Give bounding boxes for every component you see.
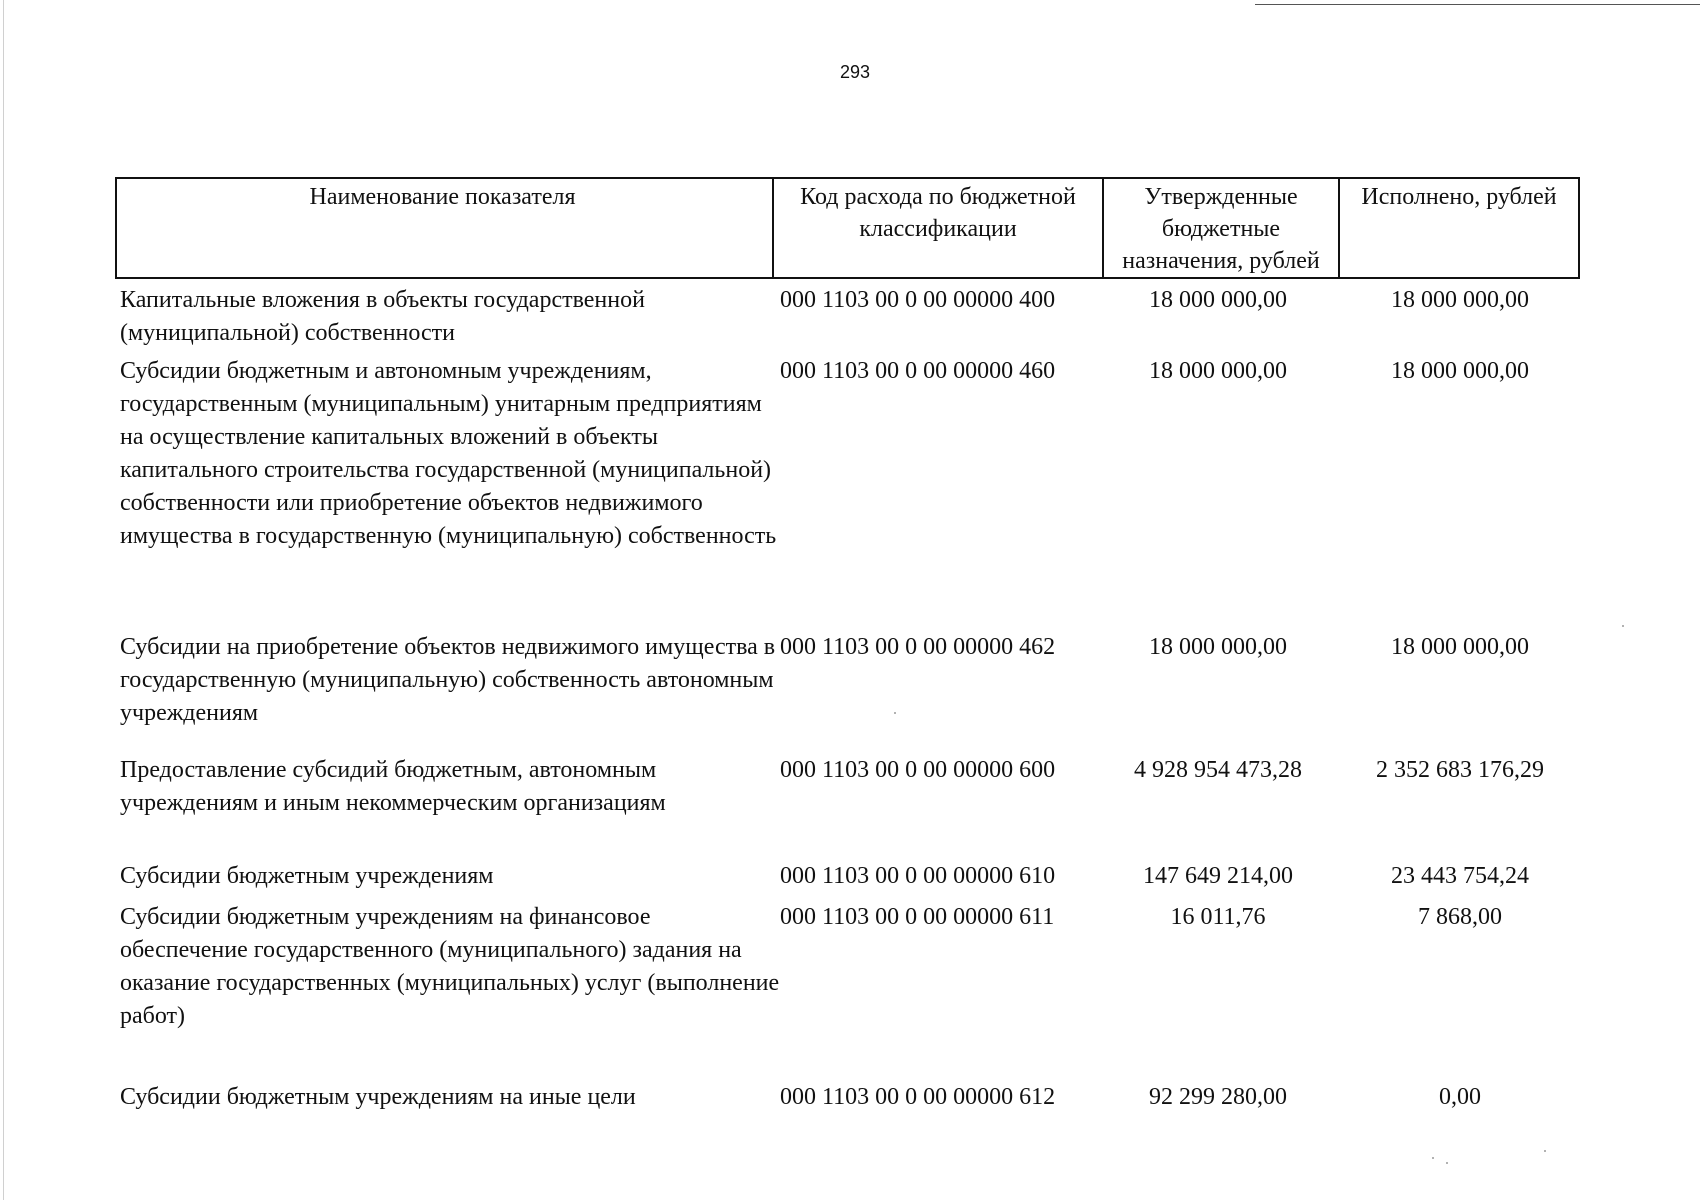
row-executed: 2 352 683 176,29 — [1376, 757, 1544, 783]
scan-speck — [1622, 625, 1624, 627]
table-header — [115, 177, 1580, 279]
scan-edge-left — [3, 0, 4, 1200]
row-approved: 18 000 000,00 — [1149, 634, 1287, 660]
row-code: 000 1103 00 0 00 00000 610 — [780, 863, 1056, 889]
row-executed: 18 000 000,00 — [1391, 358, 1529, 384]
column-header-approved: Утвержденные бюджетные назначения, рублей — [1103, 178, 1339, 278]
row-code: 000 1103 00 0 00 00000 400 — [780, 287, 1056, 313]
row-approved: 4 928 954 473,28 — [1134, 757, 1302, 783]
row-code: 000 1103 00 0 00 00000 611 — [780, 904, 1055, 930]
row-executed: 0,00 — [1439, 1084, 1481, 1110]
scan-speck — [1432, 1157, 1434, 1159]
row-name: Субсидии на приобретение объектов недвижимого имущества в государственную (муниципальную) собственность автономным учреждениям — [120, 634, 776, 726]
scan-speck — [894, 712, 896, 714]
row-executed: 18 000 000,00 — [1391, 287, 1529, 313]
row-executed: 23 443 754,24 — [1391, 863, 1529, 889]
row-code: 000 1103 00 0 00 00000 612 — [780, 1084, 1056, 1110]
column-header-executed: Исполнено, рублей — [1339, 178, 1579, 278]
row-approved: 147 649 214,00 — [1143, 863, 1293, 889]
row-approved: 18 000 000,00 — [1149, 358, 1287, 384]
row-code: 000 1103 00 0 00 00000 462 — [780, 634, 1056, 660]
page-number: 293 — [839, 62, 871, 82]
row-code: 000 1103 00 0 00 00000 600 — [780, 757, 1056, 783]
row-name: Субсидии бюджетным и автономным учреждениям, государственным (муниципальным) унитарным предприятиям на осуществление капитальных вложений в объекты капитального строительства государственной (муниципальной) собственности или приобретение объектов недвижимого имущества в государственную (муниципальную) собственность — [120, 358, 777, 549]
row-name: Предоставление субсидий бюджетным, автономным учреждениям и иным некоммерческим организациям — [120, 757, 666, 816]
row-name: Капитальные вложения в объекты государственной (муниципальной) собственности — [120, 287, 645, 346]
scan-edge-top — [1255, 4, 1700, 5]
row-approved: 16 011,76 — [1170, 904, 1266, 930]
row-approved: 92 299 280,00 — [1149, 1084, 1287, 1110]
row-executed: 18 000 000,00 — [1391, 634, 1529, 660]
scan-speck — [1544, 1150, 1546, 1152]
row-name: Субсидии бюджетным учреждениям на иные цели — [120, 1084, 636, 1110]
scan-speck — [1446, 1162, 1448, 1164]
row-name: Субсидии бюджетным учреждениям — [120, 863, 494, 889]
row-code: 000 1103 00 0 00 00000 460 — [780, 358, 1056, 384]
row-executed: 7 868,00 — [1418, 904, 1502, 930]
row-name: Субсидии бюджетным учреждениям на финансовое обеспечение государственного (муниципального) задания на оказание государственных (муниципальных) услуг (выполнение работ) — [120, 904, 780, 1029]
row-approved: 18 000 000,00 — [1149, 287, 1287, 313]
column-header-code: Код расхода по бюджетной классификации — [773, 178, 1103, 278]
column-header-name: Наименование показателя — [116, 178, 773, 278]
